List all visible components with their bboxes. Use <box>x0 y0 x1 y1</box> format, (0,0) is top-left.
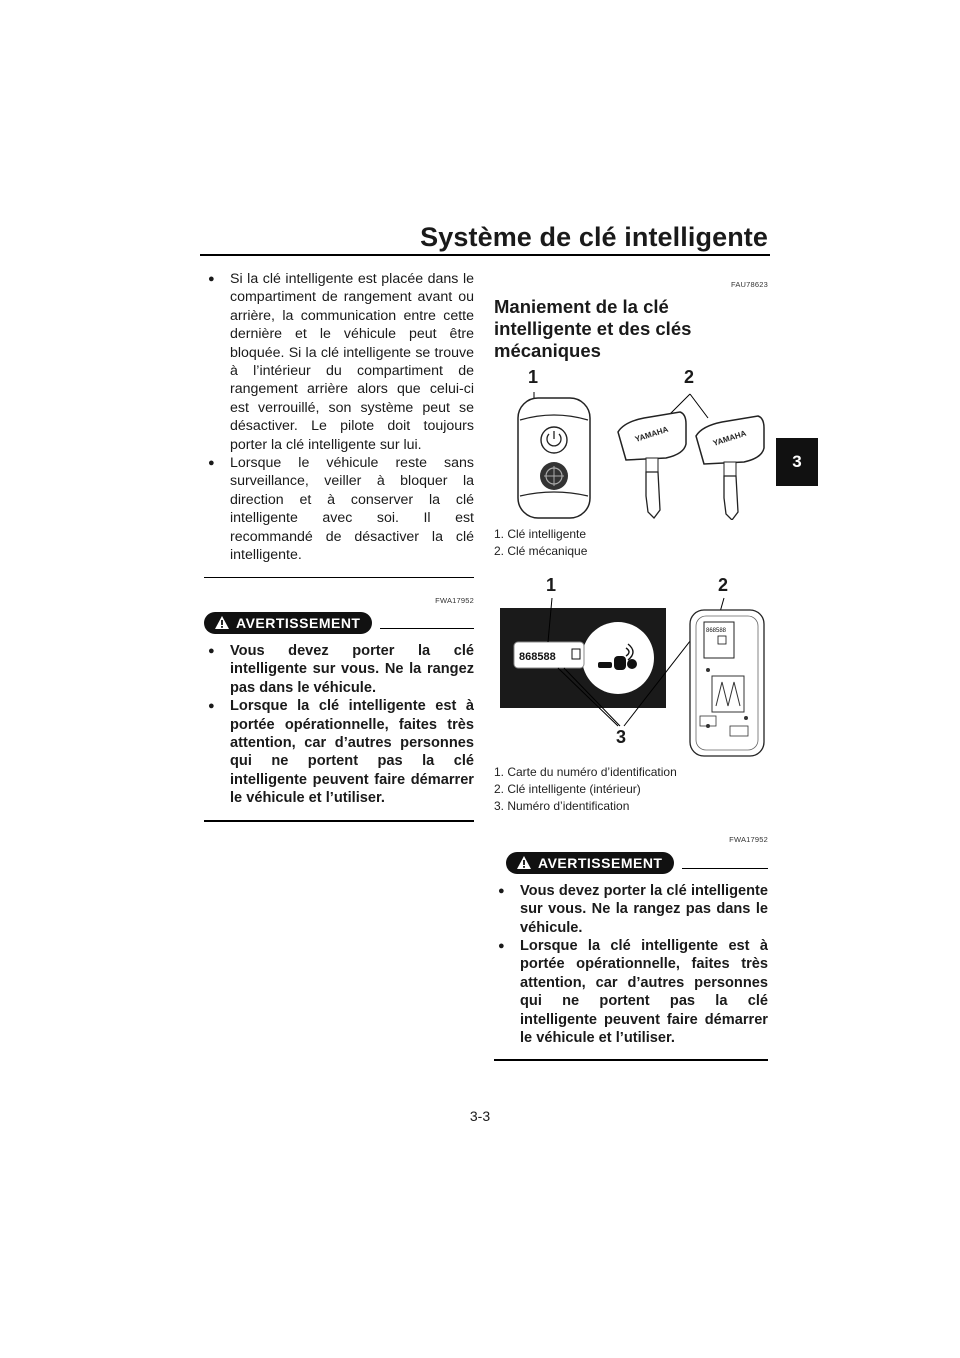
list-item: ● Lorsque le véhicule reste sans surveillance, veiller à bloquer la direction et à conserver la clé intelligente avec soi. Il est recommandé de désactiver la clé intelligente. <box>204 454 474 564</box>
right-column <box>494 270 768 1061</box>
warning-end-rule <box>494 1059 768 1061</box>
brand-label-2: YAMAHA <box>711 429 748 449</box>
warning-line <box>380 628 474 629</box>
callout-3: 3 <box>616 727 627 748</box>
warning-end-rule <box>204 820 474 822</box>
warning-badge <box>204 612 372 634</box>
warning-list <box>204 642 474 808</box>
figure-id-card <box>494 576 768 760</box>
warning-item: ● Lorsque la clé intelligente est à portée opérationnelle, faites très attention, car d’autres personnes qui ne portent pas la clé intelligente peuvent faire démarrer le véhicule et l’utiliser. <box>494 937 768 1047</box>
warning-code: FWA17952 <box>729 835 768 845</box>
warning-triangle-icon <box>214 615 230 630</box>
keys-illustration <box>494 367 768 520</box>
page-number: 3-3 <box>469 1108 491 1124</box>
warning-label: AVERTISSEMENT <box>538 854 663 871</box>
callout-1: 1 <box>528 367 539 388</box>
chapter-tab: 3 <box>776 438 818 486</box>
left-column <box>204 270 474 822</box>
page-title: Système de clé intelligente <box>420 222 768 252</box>
section-code: FAU78623 <box>730 280 768 289</box>
id-card-illustration <box>494 576 768 760</box>
warning-label: AVERTISSEMENT <box>236 614 361 631</box>
caption-line: 2. Clé mécanique <box>494 544 588 559</box>
header-rule <box>200 254 770 256</box>
warning-line <box>682 868 768 869</box>
figure-keys <box>494 367 768 520</box>
warning-triangle-icon <box>516 855 532 870</box>
id-number: 868588 <box>519 651 556 664</box>
divider <box>204 577 474 578</box>
figure-caption <box>494 764 768 815</box>
warning-item: ● Vous devez porter la clé intelligente sur vous. Ne la rangez pas dans le véhicule. <box>204 642 474 697</box>
warning-badge <box>506 852 674 874</box>
warning-item: ● Vous devez porter la clé intelligente sur vous. Ne la rangez pas dans le véhicule. <box>494 882 768 937</box>
callout-2: 2 <box>684 367 695 388</box>
warning-header <box>204 612 474 634</box>
caption-line: 1. Clé intelligente <box>494 527 587 542</box>
caption-line: 2. Clé intelligente (intérieur) <box>494 782 641 797</box>
info-list <box>204 270 474 565</box>
caption-line: 3. Numéro d’identification <box>494 799 630 814</box>
small-id-number: 868588 <box>706 628 727 635</box>
figure-caption <box>494 526 768 560</box>
warning-header <box>494 852 768 874</box>
section-title: Maniement de la clé intelligente et des clés mécaniques <box>494 296 692 362</box>
callout-2: 2 <box>718 575 729 596</box>
brand-label-1: YAMAHA <box>633 425 670 445</box>
warning-code: FWA17952 <box>435 595 474 605</box>
warning-item: ● Lorsque la clé intelligente est à portée opérationnelle, faites très attention, car d’autres personnes qui ne portent pas la clé intelligente peuvent faire démarrer le véhicule et l’utiliser. <box>204 697 474 807</box>
warning-list <box>494 882 768 1048</box>
callout-1: 1 <box>546 575 557 596</box>
list-item: ● Si la clé intelligente est placée dans le compartiment de rangement avant ou arrière, la communication entre cette dernière et le véhicule peut être bloquée. Si la clé intelligente se trouve à l’intérieur du compartiment de rangement arrière alors que celui-ci est verrouillé, son système peut se désactiver. Le pilote doit toujours porter la clé intelligente sur lui. <box>204 270 474 454</box>
caption-line: 1. Carte du numéro d’identification <box>494 765 677 780</box>
